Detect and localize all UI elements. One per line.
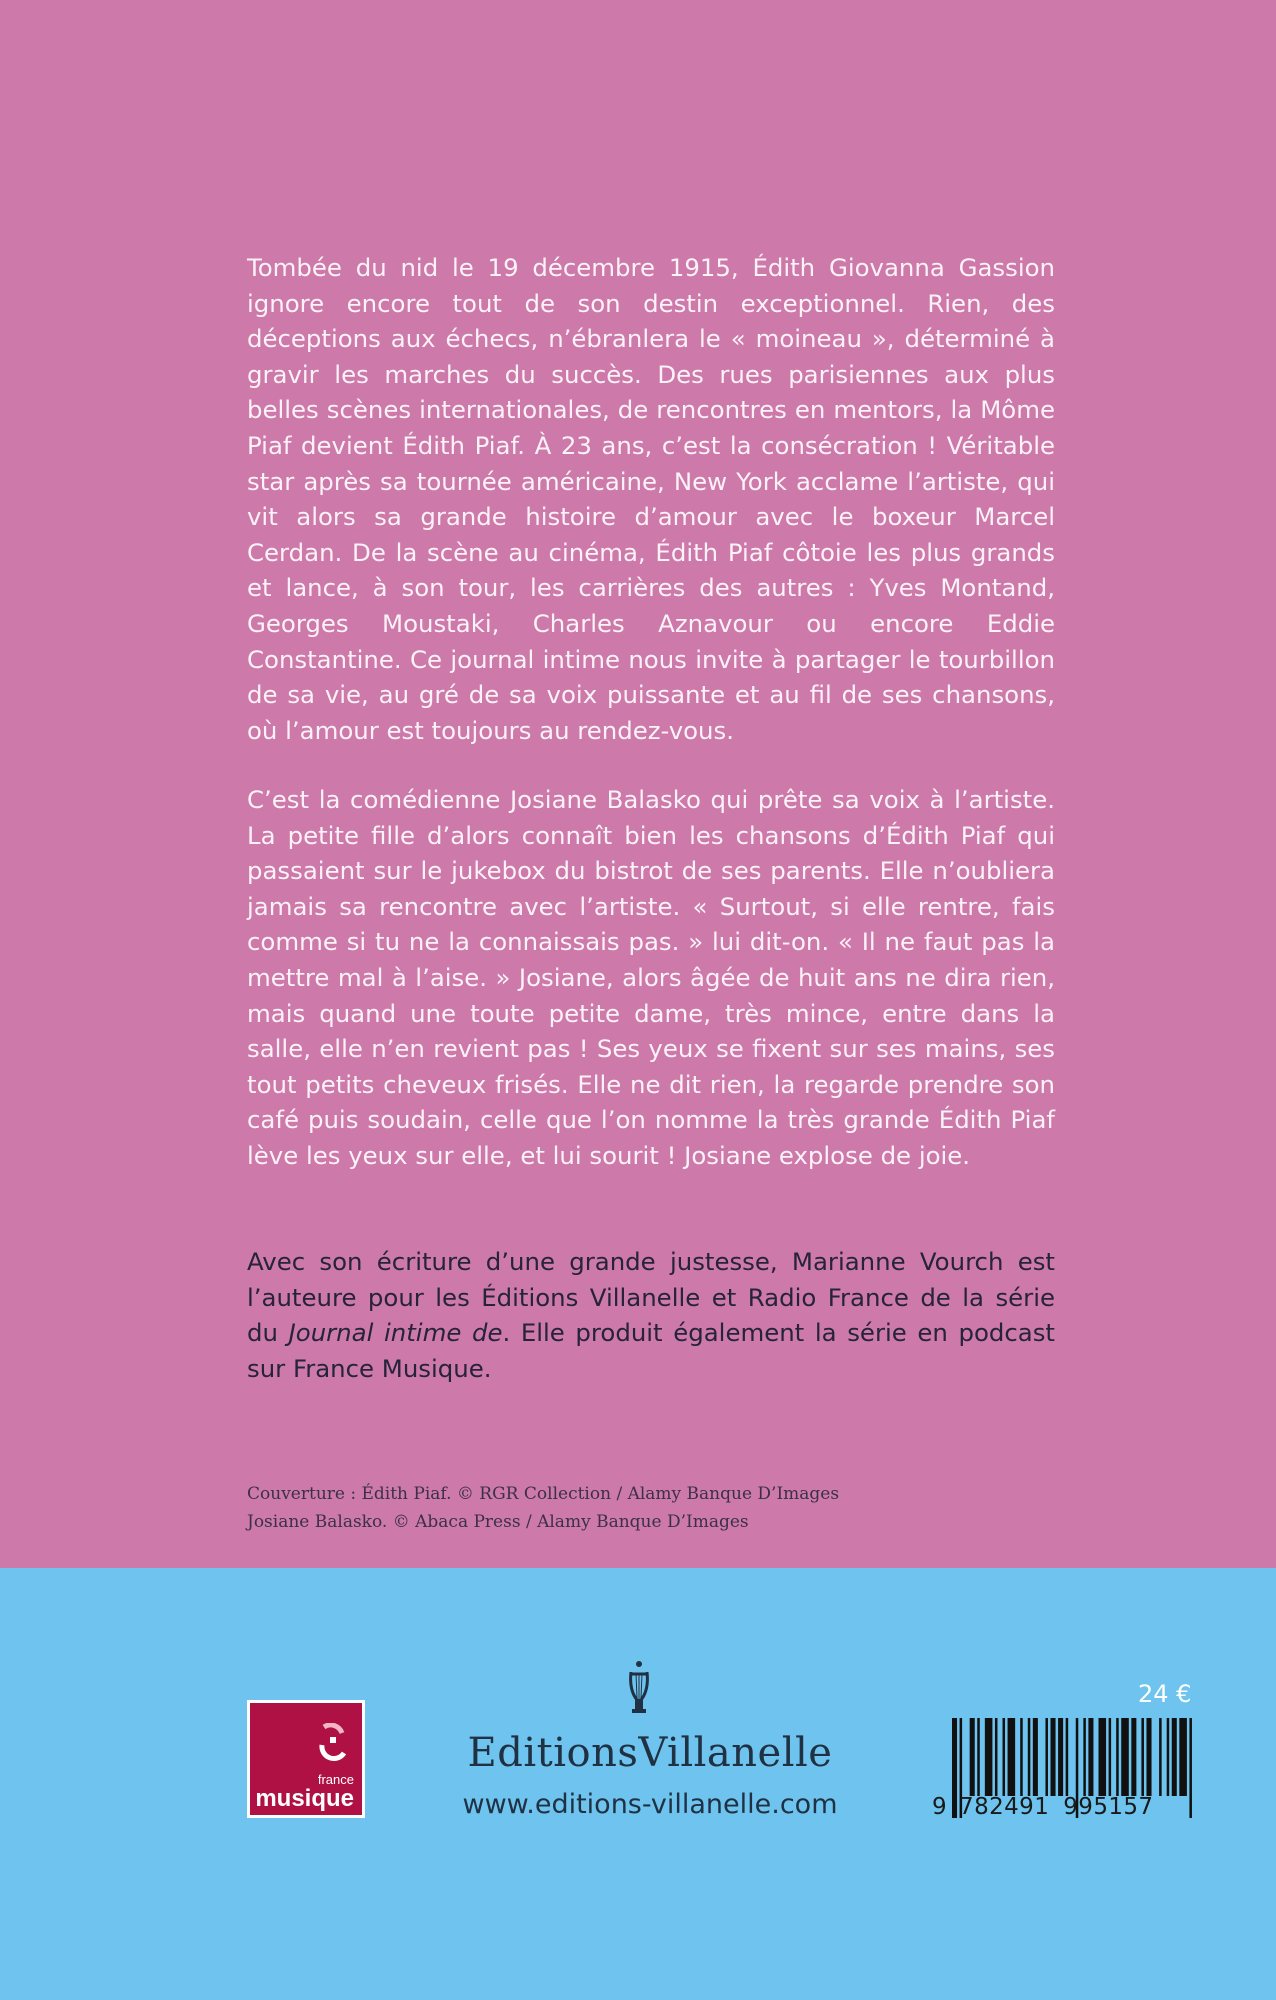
- barcode-bar: [1109, 1718, 1112, 1796]
- isbn-group-1: 782491: [959, 1794, 1050, 1820]
- france-musique-logo: [247, 1700, 365, 1818]
- barcode-bar: [977, 1718, 980, 1796]
- series-title: Journal intime de: [288, 1318, 503, 1348]
- price: 24 €: [1138, 1680, 1192, 1708]
- barcode-bar: [1033, 1718, 1038, 1796]
- author-text-end: . Elle produit également la série en podcast sur France Musique.: [247, 1318, 1055, 1383]
- barcode-bar: [1066, 1718, 1069, 1796]
- barcode-bar: [995, 1718, 998, 1796]
- summary-paragraph: [247, 250, 1055, 748]
- barcode-bar: [1141, 1718, 1144, 1796]
- photo-credits: [247, 1480, 839, 1536]
- author-text-start: Avec son écriture d’une grande justesse, Marianne Vourch est l’auteure pour les Éditions Villanelle et Radio France de la série du: [247, 1247, 1055, 1348]
- barcode-bar: [1167, 1718, 1170, 1796]
- barcode-bar: [1146, 1718, 1151, 1796]
- barcode-bar: [1028, 1718, 1031, 1796]
- author-paragraph: [247, 1244, 1055, 1386]
- logo-line-1: france: [317, 1772, 354, 1787]
- isbn-first-digit: 9: [932, 1794, 948, 1820]
- barcode-bar: [1020, 1718, 1023, 1796]
- barcode-bar: [1172, 1718, 1177, 1796]
- narrator-paragraph: [247, 782, 1055, 1174]
- summary-text: Tombée du nid le 19 décembre 1915, Édith Giovanna Gassion ignore encore tout de son destin exceptionnel. Rien, des déceptions aux échecs, n’ébranlera le « moineau », déterminé à gravir les marches du succès. Des rues parisiennes aux plus belles scènes internationales, de rencontres en mentors, la Môme Piaf devient Édith Piaf. À 23 ans, c’est la consécration ! Véritable star après sa tournée américaine, New York acclame l’artiste, qui vit alors sa grande histoire d’amour avec le boxeur Marcel Cerdan. De la scène au cinéma, Édith Piaf côtoie les plus grands et lance, à son tour, les carrières des autres : Yves Montand, Georges Moustaki, Charles Aznavour ou encore Eddie Constantine. Ce journal intime nous invite à partager le tourbillon de sa vie, au gré de sa voix puissante et au fil de ses chansons, où l’amour est toujours au rendez-vous.: [247, 253, 1055, 745]
- barcode-bar: [1008, 1718, 1016, 1796]
- barcode-bar: [970, 1718, 975, 1796]
- barcode-bar: [1116, 1718, 1119, 1796]
- isbn-digits: [932, 1794, 1153, 1820]
- barcode-bar: [1058, 1718, 1063, 1796]
- barcode-bar: [1045, 1718, 1048, 1796]
- barcode-bar: [1189, 1718, 1192, 1818]
- barcode-bar: [985, 1718, 993, 1796]
- barcode-bar: [1098, 1718, 1106, 1796]
- credit-line: Couverture : Édith Piaf. © RGR Collection / Alamy Banque D’Images: [247, 1484, 840, 1504]
- barcode-bar: [1159, 1718, 1162, 1796]
- barcode-bar: [1131, 1718, 1136, 1796]
- barcode-bar: [1051, 1718, 1056, 1796]
- logo-line-2: musique: [255, 1785, 354, 1812]
- lyre-icon: [628, 1660, 650, 1720]
- barcode-bar: [1083, 1718, 1086, 1796]
- credit-line: Josiane Balasko. © Abaca Press / Alamy Banque D’Images: [247, 1512, 749, 1532]
- barcode-bar: [1088, 1718, 1093, 1796]
- author-text: [247, 1244, 1055, 1386]
- barcode-bar: [1003, 1718, 1006, 1796]
- barcode-bar: [1179, 1718, 1187, 1796]
- publisher-name: EditionsVillanelle: [467, 1730, 833, 1776]
- publisher-url: www.editions-villanelle.com: [462, 1789, 838, 1820]
- isbn-group-2: 995157: [1063, 1794, 1154, 1820]
- narrator-text: C’est la comédienne Josiane Balasko qui prête sa voix à l’artiste. La petite fille d’alors connaît bien les chansons d’Édith Piaf qui passaient sur le jukebox du bistrot de ses parents. Elle n’oubliera jamais sa rencontre avec l’artiste. « Surtout, si elle rentre, fais comme si tu ne la connaissais pas. » lui dit-on. « Il ne faut pas la mettre mal à l’aise. » Josiane, alors âgée de huit ans ne dira rien, mais quand une toute petite dame, très mince, entre dans la salle, elle n’en revient pas ! Ses yeux se fixent sur ses mains, ses tout petits cheveux frisés. Elle ne dit rien, la regarde prendre son café puis soudain, celle que l’on nomme la très grande Édith Piaf lève les yeux sur elle, et lui sourit ! Josiane explose de joie.: [247, 785, 1055, 1170]
- radio-france-swirl-icon: [318, 1723, 352, 1765]
- barcode-bar: [1121, 1718, 1129, 1796]
